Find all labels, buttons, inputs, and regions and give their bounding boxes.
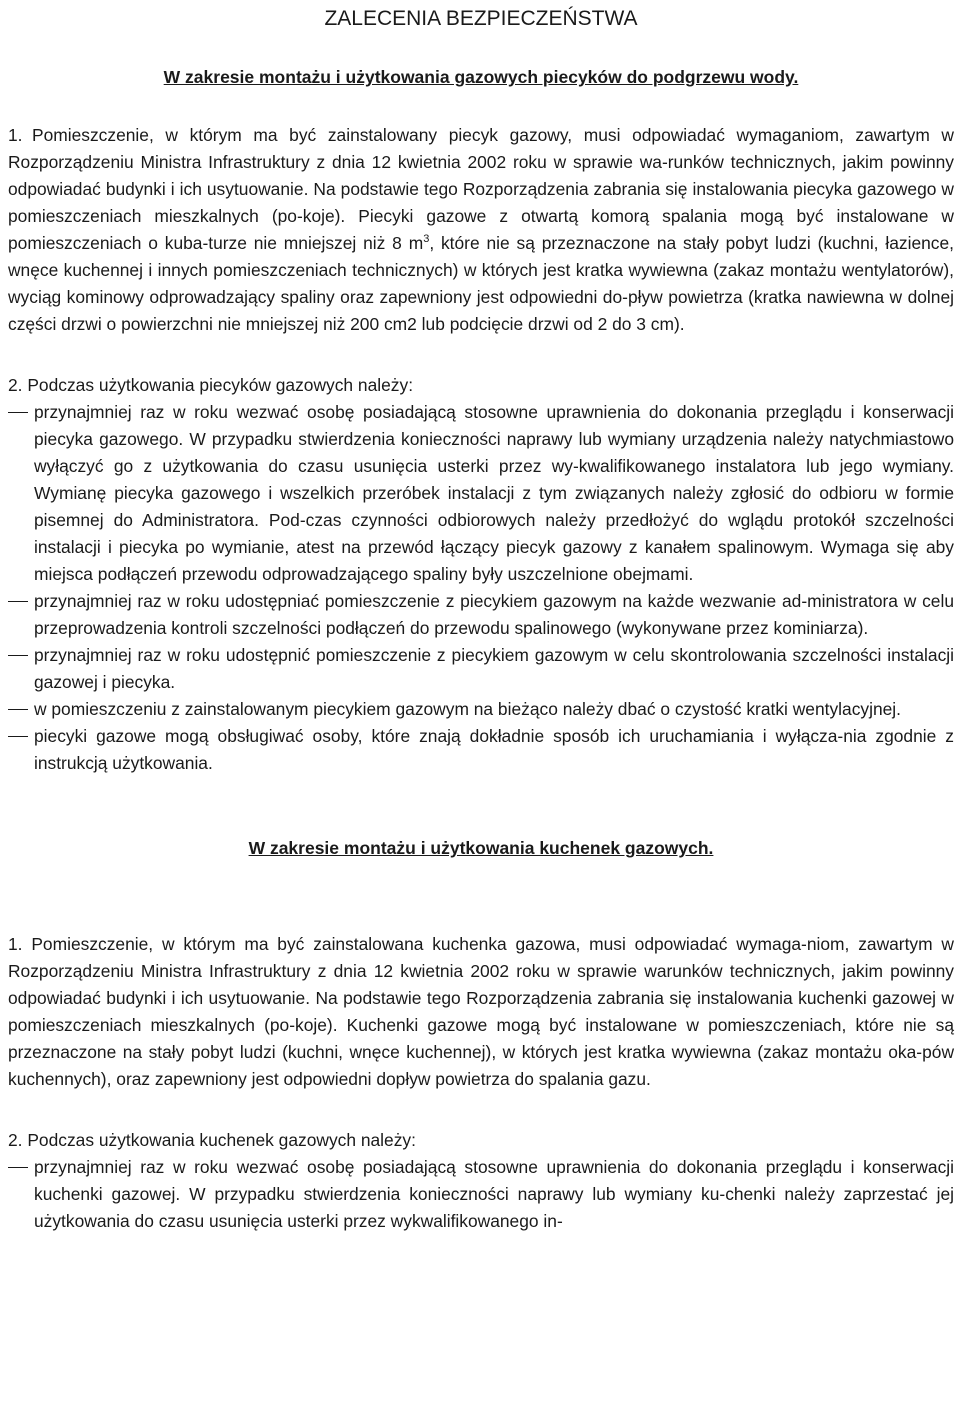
document-title: ZALECENIA BEZPIECZEŃSTWA (324, 7, 638, 30)
paragraph-number: 1. (8, 125, 23, 145)
list-item: piecyki gazowe mogą obsługiwać osoby, które znają dokładnie sposób ich uruchamiania i wyłącza-nia zgodnie z instrukcją użytkowania. (8, 723, 954, 777)
paragraph-2-intro-gas-stoves: 2. Podczas użytkowania kuchenek gazowych należy: (8, 1130, 416, 1150)
section-heading-water-heaters: W zakresie montażu i użytkowania gazowych piecyków do podgrzewu wody. (163, 67, 799, 87)
list-item: przynajmniej raz w roku wezwać osobę posiadającą stosowne uprawnienia do dokonania przeglądu i konserwacji kuchenki gazowej. W przypadku stwierdzenia konieczności naprawy lub wymiany ku-chenki należy zaprzestać jej użytkowania do czasu usunięcia usterki przez wykwalifikowanego in- (8, 1154, 954, 1235)
list-item: przynajmniej raz w roku wezwać osobę posiadającą stosowne uprawnienia do dokonania przeglądu i konserwacji piecyka gazowego. W przypadku stwierdzenia konieczności naprawy lub wymiany urządzenia należy natychmiastowo wyłączyć go z użytkowania do czasu usunięcia usterki przez wy-kwalifikowanego instalatora lub jego wymiany. Wymianę piecyka gazowego i wszelkich przeróbek instalacji z tym związanych należy zgłosić do odbioru w formie pisemnej do Administratora. Pod-czas czynności odbiorowych należy przedłożyć do wglądu protokół szczelności instalacji i piecyka po wymianie, atest na przewód łączący piecyk gazowy z kanałem spalinowym. Wymaga się aby miejsca podłączeń przewodu odprowadzającego spaliny były uszczelnione obejmami. (8, 399, 954, 588)
dash-bullet-icon (8, 736, 28, 737)
bullet-list-water-heaters (8, 399, 954, 777)
dash-bullet-icon (8, 709, 28, 710)
superscript: 3 (423, 233, 430, 246)
dash-bullet-icon (8, 655, 28, 656)
paragraph-text-continued: , które nie są przeznaczone na stały pobyt ludzi (kuchni, łazience, wnęce kuchennej i innych pomieszczeniach technicznych) w których jest kratka wywiewna (zakaz montażu wentylatorów), wyciąg kominowy odprowadzający spaliny oraz zapewniony jest odpowiedni do-pływ powietrza (kratka nawiewna w dolnej części drzwi o powierzchni nie mniejszej niż 200 cm2 lub podcięcie drzwi od 2 do 3 cm). (8, 233, 954, 334)
paragraph-1-water-heaters (8, 122, 954, 338)
paragraph-text: Pomieszczenie, w którym ma być zainstalowany piecyk gazowy, musi odpowiadać wymaganiom, zawartym w Rozporządzeniu Ministra Infrastruktury z dnia 12 kwietnia 2002 roku w sprawie wa-runków technicznych, jakim powinny odpowiadać budynki i ich usytuowanie. Na podstawie tego Rozporządzenia zabrania się instalowania piecyka gazowego w pomieszczeniach mieszkalnych (po-koje). Piecyki gazowe z otwartą komorą spalania mogą być instalowane w pomieszczeniach o kuba-turze nie mniejszej niż 8 m (8, 125, 954, 253)
bullet-list-gas-stoves (8, 1154, 954, 1235)
section-heading-gas-stoves: W zakresie montażu i użytkowania kuchenek gazowych. (248, 838, 714, 858)
list-item: w pomieszczeniu z zainstalowanym piecykiem gazowym na bieżąco należy dbać o czystość kratki wentylacyjnej. (8, 696, 954, 723)
paragraph-2-intro-water-heaters: 2. Podczas użytkowania piecyków gazowych należy: (8, 375, 414, 395)
list-item: przynajmniej raz w roku udostępnić pomieszczenie z piecykiem gazowym w celu skontrolowania szczelności instalacji gazowej i piecyka. (8, 642, 954, 696)
dash-bullet-icon (8, 1167, 28, 1168)
dash-bullet-icon (8, 601, 28, 602)
list-item: przynajmniej raz w roku udostępniać pomieszczenie z piecykiem gazowym na każde wezwanie ad-ministratora w celu przeprowadzenia kontroli szczelności podłączeń do przewodu spalinowego (wykonywane przez kominiarza). (8, 588, 954, 642)
dash-bullet-icon (8, 412, 28, 413)
paragraph-1-gas-stoves: 1. Pomieszczenie, w którym ma być zainstalowana kuchenka gazowa, musi odpowiadać wymaga-niom, zawartym w Rozporządzeniu Ministra Infrastruktury z dnia 12 kwietnia 2002 roku w sprawie warunków technicznych, jakim powinny odpowiadać budynki i ich usytuowanie. Na podstawie tego Rozporządzenia zabrania się instalowania kuchenki gazowej w pomieszczeniach mieszkalnych (po-koje). Kuchenki gazowe mogą być instalowane w pomieszczeniach, które nie są przeznaczone na stały pobyt ludzi (kuchni, wnęce kuchennej), w których jest kratka wywiewna (zakaz montażu oka-pów kuchennych), oraz zapewniony jest odpowiedni dopływ powietrza do spalania gazu. (8, 934, 954, 1089)
